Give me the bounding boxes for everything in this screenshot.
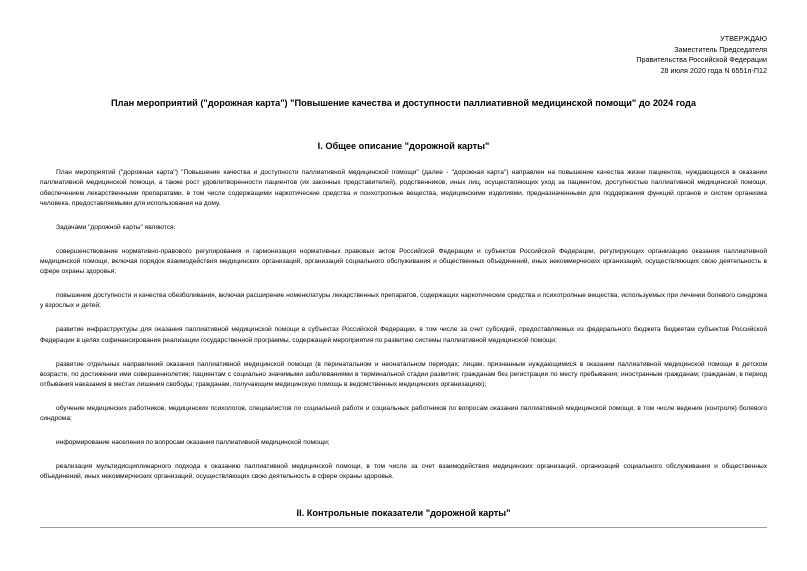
paragraph: совершенствование нормативно-правового регулирования и гармонизация нормативных правовых актов Российской Федерации и субъектов Российской Федерации, регулирующих организацию оказания паллиативной медицинской помощи, включая порядок взаимодействия медицинских организаций, организаций социального обслуживания и общественных объединений, иных некоммерческих организаций, осуществляющих свою деятельность в сфере охраны здоровья;	[40, 247, 767, 276]
paragraph: обучение медицинских работников, медицинских психологов, специалистов по социальной работе и социальных работников по вопросам оказания паллиативной медицинской помощи, в том числе ведения (контроля) болевого синдрома;	[40, 405, 767, 423]
approval-line: УТВЕРЖДАЮ	[720, 34, 767, 43]
paragraph: повышение доступности и качества обезболивания, включая расширение номенклатуры лекарственных препаратов, содержащих наркотические средства и психотропные вещества, используемых при лечении болевого синдрома у взрослых и детей;	[40, 292, 767, 310]
paragraph: развитие отдельных направлений оказания паллиативной медицинской помощи (в перинатальном и неонатальном периодах; лицам, признанным нуждающимися в оказании паллиативной медицинской помощи в детском возрасте, по достижении ими совершеннолетия; пациентам с социально значимыми заболеваниями в терминальной стадии развития; гражданам без регистрации по месту пребывания; иностранным гражданам; гражданам, в период отбывания наказания в местах лишения свободы; гражданам, получающим медицинскую помощь в ведомственных медицинских организациях);	[40, 360, 767, 389]
paragraph: План мероприятий ("дорожная карта") "Повышение качества и доступности паллиативной медицинской помощи" (далее - "дорожная карта") направлен на повышение качества жизни пациентов, нуждающихся в оказании паллиативной медицинской помощи, а также рост удовлетворенности пациентов (их законных представителей), родственников, иных лиц, осуществляющих уход за пациентом, доступностью паллиативной медицинской помощи, обеспечением лекарственными препаратами, в том числе содержащими наркотические средства и психотропные вещества, медицинскими изделиями, предназначенными для поддержания функций органов и систем организма человека, предоставляемыми для использования на дому.	[40, 169, 767, 207]
section-2-heading: II. Контрольные показатели "дорожной карты"	[296, 508, 511, 518]
paragraph: информирование населения по вопросам оказания паллиативной медицинской помощи;	[56, 439, 330, 447]
approval-line: Заместитель Председателя	[674, 44, 767, 54]
approval-line: 28 июля 2020 года N 6551п-П12	[660, 65, 767, 75]
document-title: План мероприятий ("дорожная карта") "Повышение качества и доступности паллиативной медицинской помощи" до 2024 года	[111, 98, 696, 108]
paragraph: реализация мультидисциплинарного подхода к оказанию паллиативной медицинской помощи, в том числе за счет взаимодействия медицинских организаций, организаций социального обслуживания и общественных объединений, иных некоммерческих организаций, осуществляющих свою деятельность в сфере охраны здоровья.	[40, 463, 767, 481]
approval-line: Правительства Российской Федерации	[636, 55, 767, 65]
paragraph: развитие инфраструктуры для оказания паллиативной медицинской помощи в субъектах Российской Федерации, в том числе за счет субсидий, предоставляемых из федерального бюджета бюджетам субъектов Российской Федерации в целях софинансирования реализации государственной программы, содержащей мероприятия по развитию системы паллиативной медицинской помощи;	[40, 326, 767, 344]
section-1-heading: I. Общее описание "дорожной карты"	[317, 141, 490, 151]
section-1-body	[40, 168, 767, 496]
approval-block	[636, 34, 767, 76]
paragraph: Задачами "дорожной карты" являются:	[56, 223, 176, 231]
divider	[40, 527, 767, 528]
